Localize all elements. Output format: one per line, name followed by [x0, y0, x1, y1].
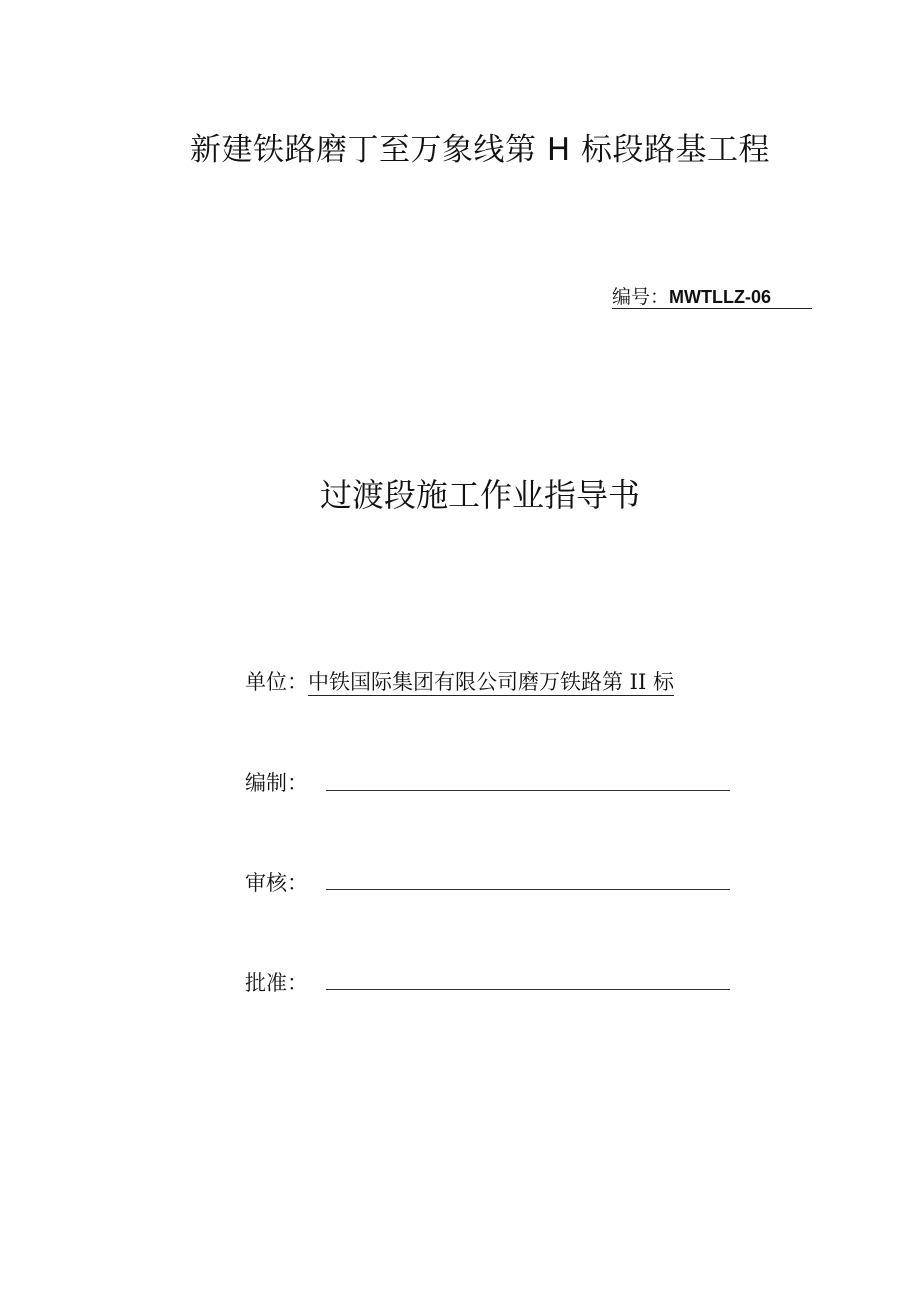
- unit-label: 单位：: [245, 670, 308, 694]
- compile-signature-line: [326, 790, 730, 791]
- unit-value: 中铁国际集团有限公司磨万铁路第 II 标: [308, 670, 674, 694]
- document-number-value: MWTLLZ-06: [669, 287, 771, 307]
- approve-signature-line: [326, 989, 730, 990]
- approve-row: [245, 967, 308, 997]
- approve-label: 批准：: [245, 971, 308, 995]
- unit-row: [245, 666, 674, 696]
- review-row: [245, 867, 308, 897]
- compile-label: 编制：: [245, 771, 308, 795]
- project-title: 新建铁路磨丁至万象线第 H 标段路基工程: [189, 132, 771, 168]
- document-number-label: 编号：: [612, 286, 670, 308]
- compile-row: [245, 767, 308, 797]
- review-signature-line: [326, 889, 730, 890]
- review-label: 审核：: [245, 871, 308, 895]
- document-number: [612, 282, 812, 309]
- document-title: 过渡段施工作业指导书: [319, 476, 640, 514]
